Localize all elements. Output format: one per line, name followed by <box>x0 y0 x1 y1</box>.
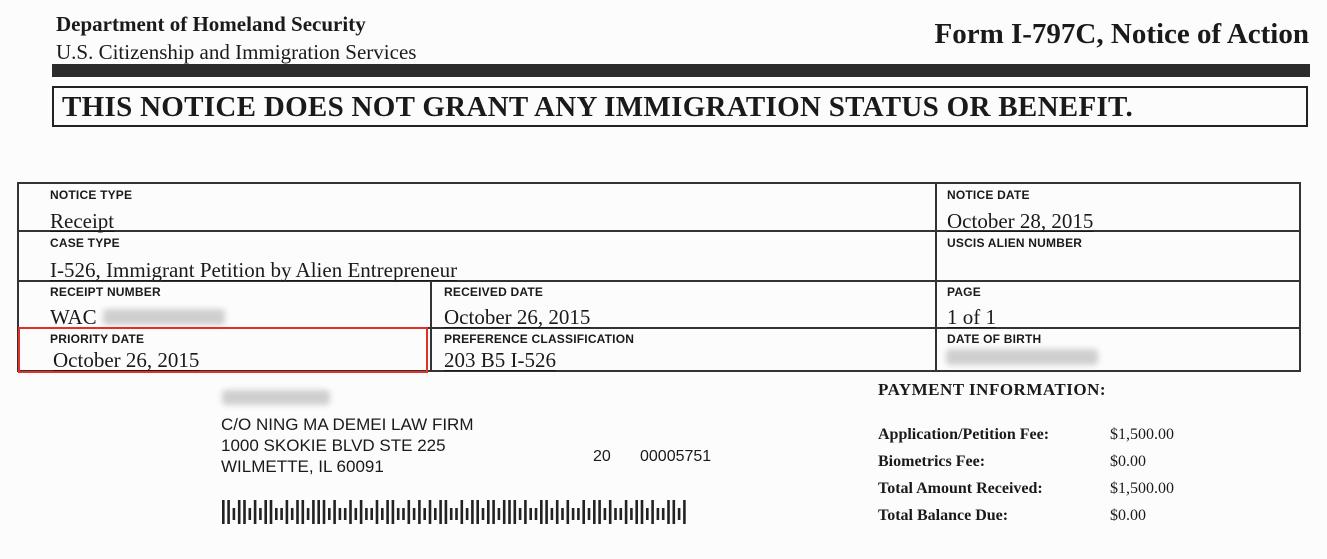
priority-date-highlight <box>18 327 428 373</box>
received-date-label: RECEIVED DATE <box>444 285 544 299</box>
barcode-bar <box>657 508 660 520</box>
barcode-bar <box>418 500 421 524</box>
barcode-bar <box>233 508 236 520</box>
payment-heading: PAYMENT INFORMATION: <box>878 380 1107 399</box>
preference-classification-label: PREFERENCE CLASSIFICATION <box>444 332 635 346</box>
barcode-bar <box>381 508 384 520</box>
barcode-bar <box>286 500 289 524</box>
barcode-bar <box>529 508 532 520</box>
barcode-bar <box>461 500 464 524</box>
barcode-bar <box>445 500 448 524</box>
barcode-bar <box>683 500 686 524</box>
barcode-bar <box>540 500 543 524</box>
barcode-bar <box>259 508 262 520</box>
barcode-bar <box>349 500 352 524</box>
uscis-alien-number-label: USCIS ALIEN NUMBER <box>947 236 1083 250</box>
payment-row-label: Total Balance Due: <box>878 507 1009 524</box>
barcode-bar <box>609 500 612 524</box>
payment-row-amount: $0.00 <box>1110 507 1146 524</box>
payment-row-label: Biometrics Fee: <box>878 453 986 470</box>
barcode-bar <box>572 508 575 520</box>
barcode-bar <box>333 500 336 524</box>
payment-row-label: Total Amount Received: <box>878 480 1043 497</box>
barcode-bar <box>429 500 432 524</box>
priority-date-value: October 26, 2015 <box>53 348 200 372</box>
barcode-bar <box>476 500 479 524</box>
barcode-bar <box>413 508 416 520</box>
barcode-bar <box>498 508 501 520</box>
barcode-bar <box>323 500 326 524</box>
payment-row-label: Application/Petition Fee: <box>878 426 1050 443</box>
barcode-bar <box>386 500 389 524</box>
barcode-bar <box>423 508 426 520</box>
barcode-bar <box>370 508 373 520</box>
postal-barcode <box>222 500 694 526</box>
barcode-bar <box>625 500 628 524</box>
mail-code-b: 00005751 <box>640 448 712 465</box>
barcode-bar <box>604 508 607 520</box>
barcode-bar <box>222 500 225 524</box>
barcode-bar <box>466 508 469 520</box>
recipient-name-redaction <box>222 390 330 405</box>
page-label: PAGE <box>947 285 981 299</box>
barcode-bar <box>455 508 458 520</box>
payment-row-amount: $1,500.00 <box>1110 426 1174 443</box>
agency-name: U.S. Citizenship and Immigration Services <box>56 40 417 64</box>
barcode-bar <box>667 500 670 524</box>
barcode-bar <box>392 500 395 524</box>
barcode-bar <box>567 500 570 524</box>
barcode-bar <box>280 508 283 520</box>
case-type-label: CASE TYPE <box>50 236 120 250</box>
barcode-bar <box>588 508 591 520</box>
barcode-bar <box>439 500 442 524</box>
barcode-bar <box>328 508 331 520</box>
barcode-bar <box>635 500 638 524</box>
barcode-bar <box>397 508 400 520</box>
barcode-bar <box>275 508 278 520</box>
barcode-bar <box>551 508 554 520</box>
barcode-bar <box>678 508 681 520</box>
barcode-bar <box>487 500 490 524</box>
date-of-birth-label: DATE OF BIRTH <box>947 332 1042 346</box>
barcode-bar <box>556 500 559 524</box>
priority-date-label: PRIORITY DATE <box>50 332 145 346</box>
barcode-bar <box>673 500 676 524</box>
receipt-number-redaction <box>103 309 225 325</box>
barcode-bar <box>270 500 273 524</box>
date-of-birth-redaction <box>946 349 1098 365</box>
barcode-bar <box>582 500 585 524</box>
form-title: Form I-797C, Notice of Action <box>934 18 1309 50</box>
barcode-bar <box>249 508 252 520</box>
barcode-bar <box>291 508 294 520</box>
barcode-bar <box>630 508 633 520</box>
barcode-bar <box>662 508 665 520</box>
barcode-bar <box>646 508 649 520</box>
barcode-bar <box>503 500 506 524</box>
notice-type-value: Receipt <box>50 209 115 233</box>
address-block <box>221 414 474 477</box>
barcode-bar <box>519 508 522 520</box>
receipt-number-value: WAC <box>50 305 97 329</box>
notice-banner-text: THIS NOTICE DOES NOT GRANT ANY IMMIGRATION STATUS OR BENEFIT. <box>62 91 1134 123</box>
barcode-bar <box>344 508 347 520</box>
notice-date-value: October 28, 2015 <box>947 209 1094 233</box>
barcode-bar <box>561 508 564 520</box>
barcode-bar <box>376 500 379 524</box>
barcode-bar <box>545 500 548 524</box>
barcode-bar <box>524 500 527 524</box>
case-type-value: I-526, Immigrant Petition by Alien Entrepreneur <box>50 258 458 282</box>
address-line-3: WILMETTE, IL 60091 <box>221 457 384 476</box>
department-name: Department of Homeland Security <box>56 12 366 36</box>
payment-row-amount: $0.00 <box>1110 453 1146 470</box>
barcode-bar <box>243 500 246 524</box>
barcode-bar <box>641 500 644 524</box>
barcode-bar <box>264 500 267 524</box>
barcode-bar <box>482 508 485 520</box>
address-line-2: 1000 SKOKIE BLVD STE 225 <box>221 436 446 455</box>
received-date-value: October 26, 2015 <box>444 305 591 329</box>
grid-col-divider <box>935 182 937 372</box>
barcode-bar <box>238 500 241 524</box>
payment-row-amount: $1,500.00 <box>1110 480 1174 497</box>
barcode-bar <box>651 500 654 524</box>
preference-classification-value: 203 B5 I-526 <box>444 348 556 372</box>
barcode-bar <box>312 500 315 524</box>
receipt-number-label: RECEIPT NUMBER <box>50 285 161 299</box>
barcode-bar <box>402 508 405 520</box>
barcode-bar <box>450 508 453 520</box>
barcode-bar <box>317 500 320 524</box>
barcode-bar <box>508 500 511 524</box>
barcode-bar <box>593 500 596 524</box>
grid-col-divider <box>430 280 432 372</box>
notice-type-label: NOTICE TYPE <box>50 188 133 202</box>
barcode-bar <box>434 508 437 520</box>
barcode-bar <box>471 500 474 524</box>
barcode-bar <box>339 508 342 520</box>
barcode-bar <box>254 500 257 524</box>
barcode-bar <box>307 508 310 520</box>
barcode-bar <box>355 508 358 520</box>
mail-code-a: 20 <box>593 448 611 465</box>
address-line-1: C/O NING MA DEMEI LAW FIRM <box>221 415 474 434</box>
barcode-bar <box>360 500 363 524</box>
notice-date-label: NOTICE DATE <box>947 188 1030 202</box>
barcode-bar <box>535 508 538 520</box>
barcode-bar <box>227 500 230 524</box>
barcode-bar <box>408 500 411 524</box>
barcode-bar <box>492 500 495 524</box>
barcode-bar <box>296 500 299 524</box>
page-value: 1 of 1 <box>947 305 996 329</box>
barcode-bar <box>620 508 623 520</box>
barcode-bar <box>614 508 617 520</box>
grid-row-divider <box>17 230 1301 232</box>
barcode-bar <box>302 500 305 524</box>
barcode-bar <box>577 508 580 520</box>
header-rule <box>52 64 1310 77</box>
barcode-bar <box>598 500 601 524</box>
barcode-bar <box>365 508 368 520</box>
barcode-bar <box>514 500 517 524</box>
